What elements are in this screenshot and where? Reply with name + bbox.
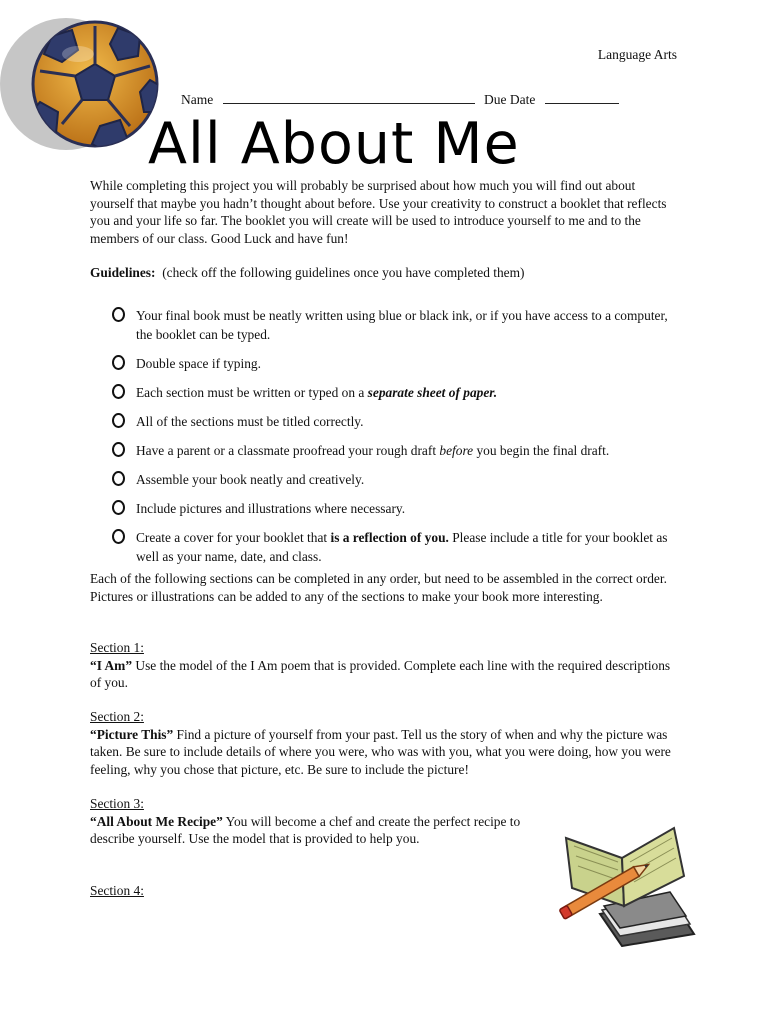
circle-bullet-icon xyxy=(112,384,125,399)
section-heading: Section 4: xyxy=(90,883,144,898)
name-label: Name xyxy=(181,92,214,107)
section-text: You will become a chef and create the perfect recipe to describe yourself. Use the model that is provided to help you. xyxy=(90,813,521,846)
guideline-item: Create a cover for your booklet that is a reflection of you. Please include a title for your booklet as well as your name, date, and class. xyxy=(112,528,672,566)
subject-label: Language Arts xyxy=(597,47,677,62)
circle-bullet-icon xyxy=(112,307,125,322)
guideline-item: Each section must be written or typed on a separate sheet of paper. xyxy=(112,383,672,402)
name-due-date-row xyxy=(181,91,619,109)
due-date-label: Due Date xyxy=(483,92,536,107)
guideline-item: Have a parent or a classmate proofread your rough draft before you begin the final draft. xyxy=(112,441,672,460)
section-heading: Section 1: xyxy=(90,640,144,655)
intro-paragraph: While completing this project you will probably be surprised about how much you will find out about yourself that maybe you hadn’t thought about before. Use your creativity to construct a booklet that reflects you and your life so far. The booklet you will create will be used to introduce yourself to me and to the members of our class. Good Luck and have fun! xyxy=(90,178,667,246)
due-date-field[interactable] xyxy=(545,91,619,104)
guideline-item: Double space if typing. xyxy=(112,354,672,373)
guideline-item: Assemble your book neatly and creatively. xyxy=(112,470,672,489)
section-heading: Section 3: xyxy=(90,796,144,811)
guidelines-label: Guidelines: xyxy=(90,265,156,280)
circle-bullet-icon xyxy=(112,355,125,370)
guideline-item: All of the sections must be titled correctly. xyxy=(112,412,672,431)
guidelines-heading xyxy=(90,264,680,282)
section-text: Use the model of the I Am poem that is provided. Complete each line with the required descriptions of you. xyxy=(90,657,671,690)
soccer-ball-icon xyxy=(0,16,165,161)
circle-bullet-icon xyxy=(112,529,125,544)
guideline-item: Include pictures and illustrations where necessary. xyxy=(112,499,672,518)
circle-bullet-icon xyxy=(112,471,125,486)
sections-intro-paragraph: Each of the following sections can be completed in any order, but need to be assembled in the correct order. Pictures or illustrations can be added to any of the sections to make your book more interesting. xyxy=(90,571,667,604)
guideline-item: Your final book must be neatly written using blue or black ink, or if you have access to a computer, the booklet can be typed. xyxy=(112,306,672,344)
guidelines-list xyxy=(112,306,672,576)
circle-bullet-icon xyxy=(112,413,125,428)
section-2 xyxy=(90,708,680,778)
section-name: “I Am” xyxy=(90,657,133,673)
name-field[interactable] xyxy=(223,91,475,104)
section-name: “All About Me Recipe” xyxy=(90,813,223,829)
section-text: Find a picture of yourself from your past. Tell us the story of when and why the picture was taken. Be sure to include details of where you were, who was with you, what you were doing, how you were feeling, why you chose that picture, etc. Be sure to include the picture! xyxy=(90,726,671,777)
circle-bullet-icon xyxy=(112,500,125,515)
section-1 xyxy=(90,639,680,692)
circle-bullet-icon xyxy=(112,442,125,457)
page-title: All About Me xyxy=(148,111,520,177)
books-and-pencil-icon xyxy=(552,822,702,952)
guidelines-instruction: (check off the following guidelines once you have completed them) xyxy=(162,265,525,280)
section-name: “Picture This” xyxy=(90,726,174,742)
section-heading: Section 2: xyxy=(90,709,144,724)
